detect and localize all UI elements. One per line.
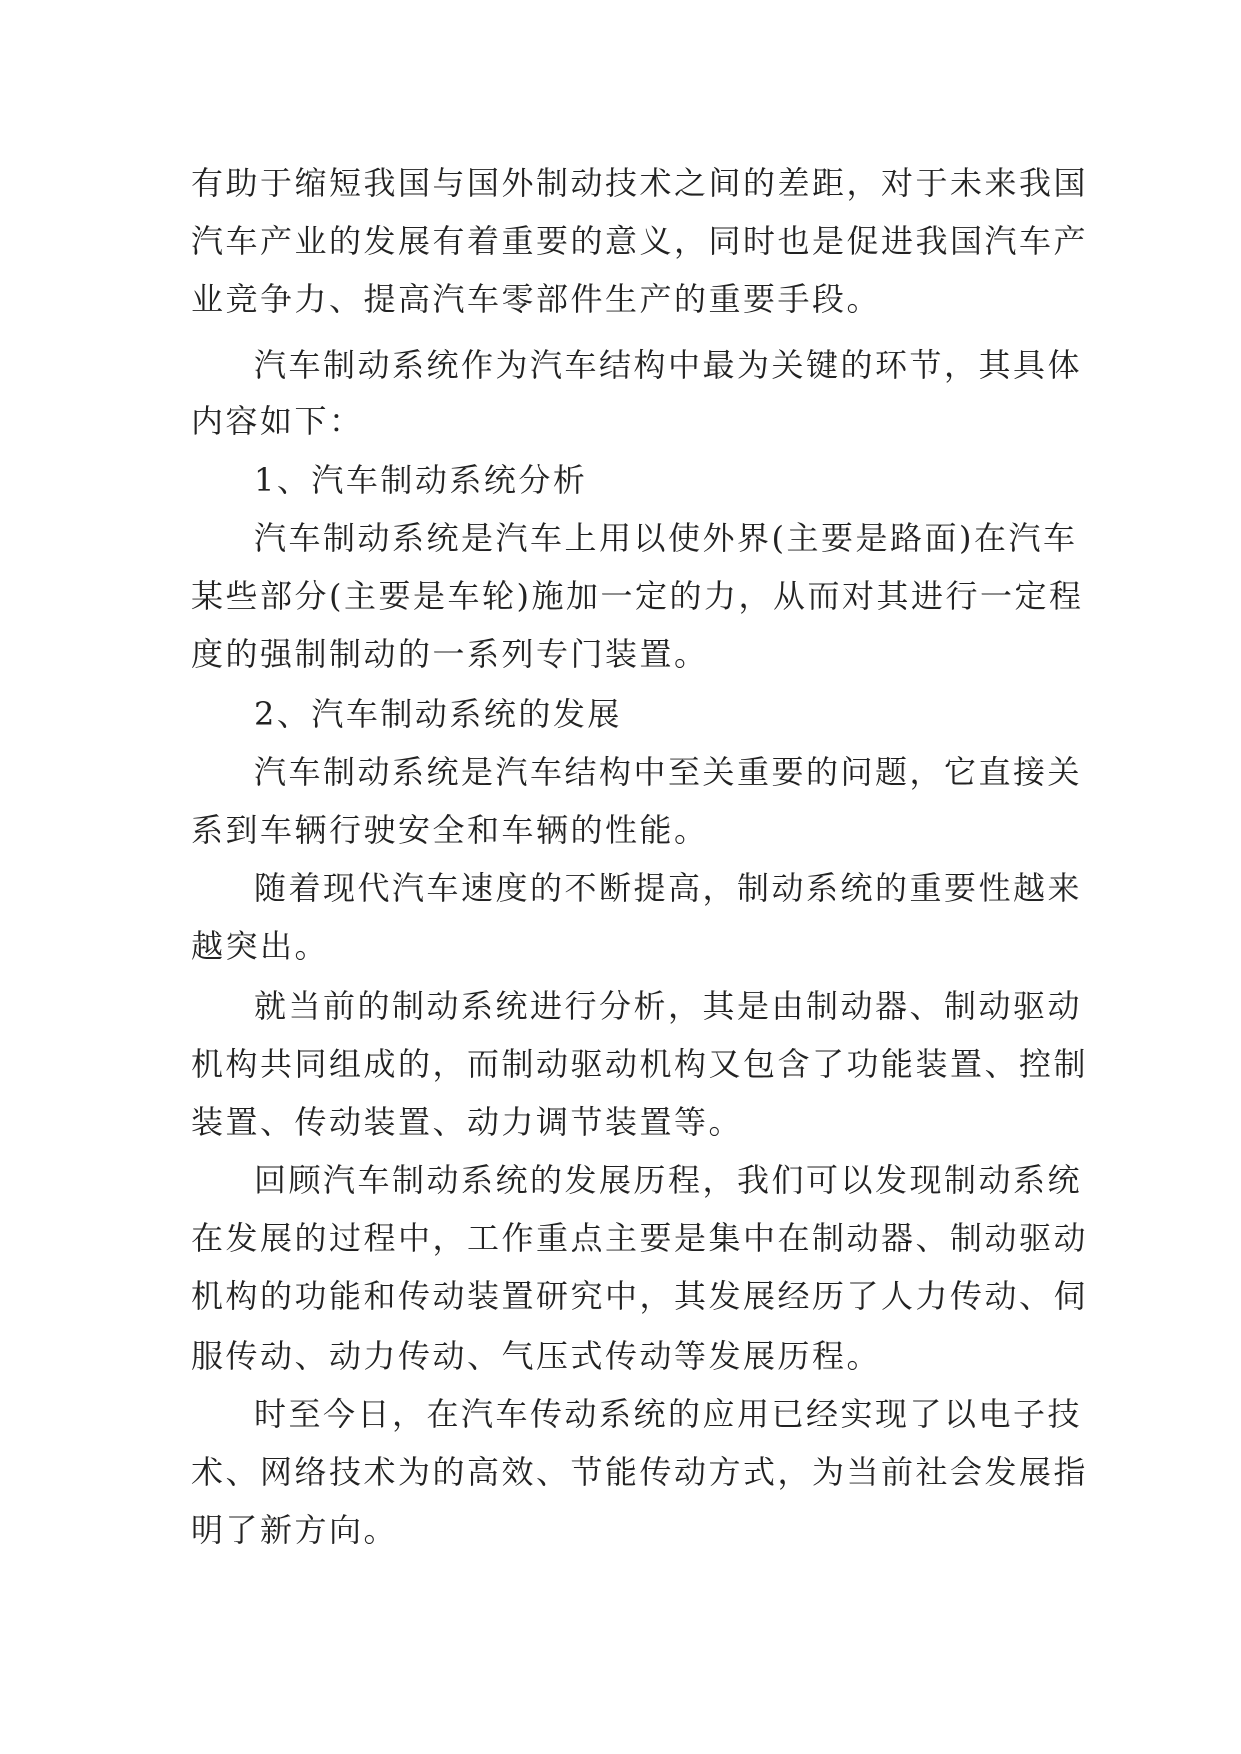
line-text: 回顾汽车制动系统的发展历程，我们可以发现制动系统 [254,1161,1083,1199]
line-text: 装置、传动装置、动力调节装置等。 [191,1103,744,1141]
text-line [0,864,1241,912]
line-text: 度的强制制动的一系列专门装置。 [191,635,709,673]
text-line [0,630,1241,678]
text-line [0,1214,1241,1262]
line-text: 就当前的制动系统进行分析，其是由制动器、制动驱动 [254,987,1083,1025]
line-text: 某些部分(主要是车轮)施加一定的力，从而对其进行一定程 [191,577,1084,615]
line-text: 越突出。 [191,927,330,965]
text-line [0,1098,1241,1146]
line-text: 有助于缩短我国与国外制动技术之间的差距，对于未来我国 [191,164,1089,202]
line-text: 汽车产业的发展有着重要的意义，同时也是促进我国汽车产 [191,222,1089,260]
text-line [0,806,1241,854]
line-text: 汽车制动系统是汽车结构中至关重要的问题，它直接关 [254,753,1083,791]
text-line [0,275,1241,323]
text-line [0,1506,1241,1554]
line-text: 服传动、动力传动、气压式传动等发展历程。 [191,1337,882,1375]
text-line [0,572,1241,620]
text-line [0,217,1241,265]
line-text: 随着现代汽车速度的不断提高，制动系统的重要性越来 [254,869,1083,907]
text-line [0,922,1241,970]
line-text: 汽车制动系统是汽车上用以使外界(主要是路面)在汽车 [254,519,1078,557]
line-text: 系到车辆行驶安全和车辆的性能。 [191,811,709,849]
text-line [0,982,1241,1030]
text-line [0,397,1241,445]
text-line [0,1332,1241,1380]
line-text: 明了新方向。 [191,1511,399,1549]
text-line [0,748,1241,796]
line-text: 机构共同组成的，而制动驱动机构又包含了功能装置、控制 [191,1045,1089,1083]
line-text: 时至今日，在汽车传动系统的应用已经实现了以电子技 [254,1395,1083,1433]
text-line [0,1040,1241,1088]
line-text: 机构的功能和传动装置研究中，其发展经历了人力传动、伺 [191,1277,1089,1315]
line-text: 术、网络技术为的高效、节能传动方式，为当前社会发展指 [191,1453,1089,1491]
line-text: 在发展的过程中，工作重点主要是集中在制动器、制动驱动 [191,1219,1089,1257]
heading-text: 2、汽车制动系统的发展 [254,695,622,733]
text-line [0,1448,1241,1496]
section-heading [0,690,1241,738]
text-line [0,1272,1241,1320]
text-line [0,514,1241,562]
text-line [0,341,1241,389]
text-line [0,1390,1241,1438]
line-text: 内容如下： [191,402,364,440]
text-line [0,159,1241,207]
section-heading [0,456,1241,504]
text-line [0,1156,1241,1204]
heading-text: 1、汽车制动系统分析 [254,461,588,499]
line-text: 业竞争力、提高汽车零部件生产的重要手段。 [191,280,882,318]
line-text: 汽车制动系统作为汽车结构中最为关键的环节，其具体 [254,346,1083,384]
